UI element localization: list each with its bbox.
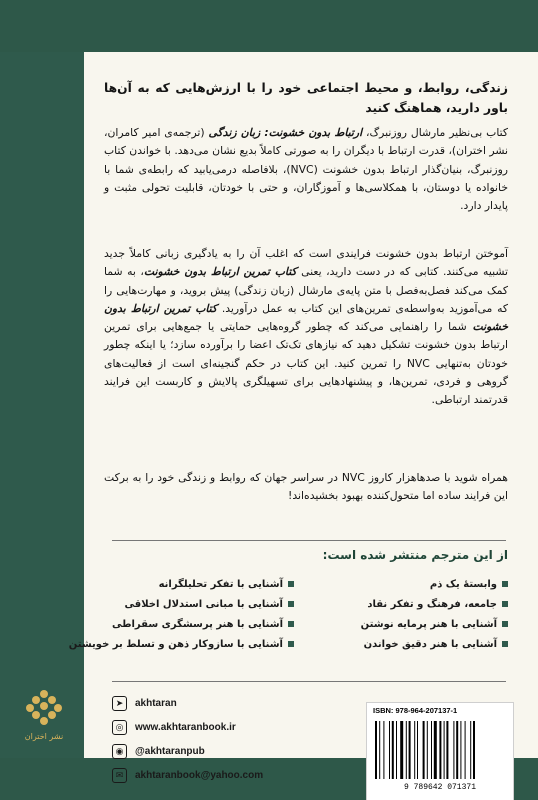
paragraph-2-part-a: آموختن ارتباط بدون خشونت فرایندی است که اغلب آن را به یادگیری زبانی کاملاً جدید تشبیه می‌کنند. کتابی که در دست دارید، یعنی — [104, 247, 508, 279]
bullet-square-icon — [288, 581, 294, 587]
title-item — [322, 574, 508, 594]
paragraph-2-part-c: ، به شما کمک می‌کند فصل‌به‌فصل با متن پایه‌ی مارشال (زبان زندگی) پیش بروید، و مهارت‌هایی را که می‌آموزید به‌واسطه‌ی تمرین‌های این کتاب به عمل درآورید. — [104, 265, 509, 315]
intro-heading: زندگی، روابط، و محیط اجتماعی خود را با ارزش‌هایی که به آن‌ها باور دارید، هماهنگ کنید — [104, 81, 508, 115]
contact-website[interactable] — [112, 716, 332, 739]
divider-top — [112, 540, 506, 541]
bullet-square-icon — [288, 641, 294, 647]
paragraph-3: همراه شوید با صدها‌هزار کاروز NVC در سراسر جهان که روابط و زندگی خود را به برکت این فرایند ساده اما متحول‌کننده بهبود بخشیده‌اند! — [104, 471, 508, 503]
barcode-icon — [373, 721, 507, 781]
contact-instagram[interactable] — [112, 740, 332, 763]
instagram-icon: ◉ — [112, 744, 127, 759]
globe-icon: ◎ — [112, 720, 127, 735]
title-item — [68, 634, 294, 654]
title-text: آشنایی با هنر پرمایه نوشتن — [360, 618, 497, 630]
title-item — [100, 574, 294, 594]
contact-email-text: akhtaranbook@yahoo.com — [135, 770, 264, 781]
left-green-strip — [0, 52, 84, 758]
paragraph-2 — [104, 245, 508, 410]
barcode-box — [366, 702, 514, 800]
workbook-title-1: کتاب تمرین ارتباط بدون خشونت — [143, 265, 297, 279]
publisher-logo — [16, 688, 72, 741]
contact-telegram-text: akhtaran — [135, 698, 177, 709]
title-item — [100, 594, 294, 614]
book-title-nvc: ارتباط بدون خشونت: زبان زندگی — [208, 126, 363, 139]
bullet-square-icon — [502, 621, 508, 627]
titles-column-left — [68, 574, 294, 654]
top-green-band — [0, 0, 538, 52]
bullet-square-icon — [502, 581, 508, 587]
contact-website-text: www.akhtaranbook.ir — [135, 722, 236, 733]
contact-telegram[interactable] — [112, 692, 332, 715]
telegram-icon: ➤ — [112, 696, 127, 711]
contact-email[interactable] — [112, 764, 332, 787]
title-text: آشنایی با سازوکار ذهن و تسلط بر خویشتن — [68, 638, 283, 650]
title-item — [322, 594, 508, 614]
bullet-square-icon — [502, 601, 508, 607]
publisher-contacts — [112, 692, 332, 788]
paragraph-1 — [104, 124, 508, 215]
bullet-square-icon — [288, 601, 294, 607]
title-item — [100, 614, 294, 634]
isbn-label: ISBN: 978-964-207137-1 — [373, 706, 458, 715]
other-titles-list — [68, 574, 508, 674]
text-panel — [68, 52, 538, 792]
paragraph-1-part-a: کتاب بی‌نظیر مارشال روزنبرگ، — [366, 126, 509, 139]
title-item — [322, 634, 508, 654]
title-item — [322, 614, 508, 634]
other-titles-heading: از این مترجم منتشر شده است: — [322, 548, 508, 562]
publisher-logo-icon — [16, 688, 72, 732]
barcode-number: 9 789642 071371 — [403, 783, 476, 792]
title-text: وابستهٔ یک ذم — [429, 578, 497, 590]
title-text: جامعه، فرهنگ و تفکر نقاد — [367, 598, 497, 610]
title-text: آشنایی با هنر دقیق خواندن — [363, 638, 497, 650]
publisher-logo-label: نشر اختران — [24, 732, 64, 741]
title-text: آشنایی با هنر پرسشگری سقراطی — [111, 618, 283, 630]
workbook-title-2: کتاب تمرین ارتباط بدون خشونت — [104, 301, 508, 334]
paragraph-1-part-c: (ترجمه‌ی امیر کامران، نشر اختران)، قدرت ارتباط با دیگران را به صورتی کاملاً بدیع نشان می‌دهد. با خواندن کتاب روزنبرگ، بنیان‌گذار ارتباط بدون خشونت (NVC)، بلافاصله درمی‌یابید که رابطه‌ی شما با خانواده یا دوستان، با همکلاسی‌ها و آموزگاران، و حتی با خودتان، قابلیت تحولی مثبت و پایدار دارد. — [104, 126, 508, 213]
contact-instagram-text: @akhtaranpub — [135, 746, 205, 757]
email-icon: ✉ — [112, 768, 127, 783]
title-text: آشنایی با تفکر تحلیلگرانه — [158, 578, 283, 590]
bullet-square-icon — [288, 621, 294, 627]
divider-bottom — [112, 681, 506, 682]
titles-column-right — [322, 574, 508, 654]
title-text: آشنایی با مبانی استدلال اخلاقی — [124, 598, 283, 610]
paragraph-2-part-e: شما را راهنمایی می‌کند که چطور گروه‌هایی حمایتی یا جمع‌هایی برای تمرین ارتباط بدون خشونت تشکیل دهید که نیازهای تک‌تک اعضا را برآورده سازد؛ یا اینکه چطور خودتان به‌تنهایی NVC را تمرین کنید. این کتاب در حکم گنجینه‌ای است از فعالیت‌های گروهی و فردی، تمرین‌ها، و پیشنهادهایی برای تسهیلگری پالایش و کاربست این فرایند قدرتمند ارتباطی. — [104, 320, 508, 407]
bullet-square-icon — [502, 641, 508, 647]
